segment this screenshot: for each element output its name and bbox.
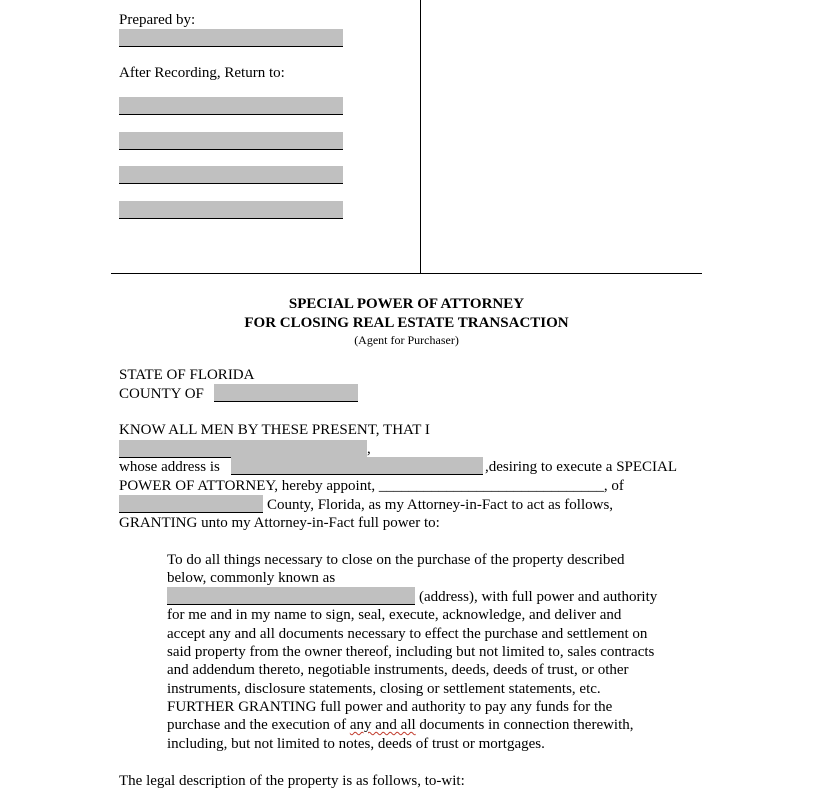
grantor-address-field[interactable] [231, 457, 483, 475]
indent-line-10-end: documents in connection therewith, [415, 717, 634, 733]
county-field[interactable] [214, 384, 358, 402]
granting-line: GRANTING unto my Attorney-in-Fact full power to: [119, 515, 440, 531]
indent-line-7: and addendum thereto, negotiable instruments, deeds, deeds of trust, or other [167, 662, 629, 678]
header-vertical-divider [420, 0, 421, 274]
grantor-name-field[interactable] [119, 440, 367, 458]
indent-line-2: below, commonly known as [167, 570, 336, 586]
address-label: whose address is [119, 459, 220, 475]
legal-description-line: The legal description of the property is as follows, to-wit: [119, 773, 465, 789]
return-to-field-3[interactable] [119, 166, 343, 184]
know-all-men-line: KNOW ALL MEN BY THESE PRESENT, THAT I [119, 422, 430, 438]
document-title: SPECIAL POWER OF ATTORNEY [288, 296, 525, 312]
spellcheck-flagged-text: any and all [349, 717, 416, 733]
indent-line-1: To do all things necessary to close on the purchase of the property described [167, 552, 625, 568]
county-label: COUNTY OF [119, 386, 204, 402]
indent-line-11: including, but not limited to notes, deeds of trust or mortgages. [167, 736, 545, 752]
indent-line-10 [167, 716, 634, 734]
address-suffix: ,desiring to execute a SPECIAL [485, 459, 678, 475]
indent-line-4: for me and in my name to sign, seal, execute, acknowledge, and deliver and [167, 607, 622, 623]
property-address-field[interactable] [167, 587, 415, 605]
indent-line-10-start: purchase and the execution of [167, 717, 350, 733]
prepared-by-label: Prepared by: [119, 12, 196, 28]
indent-line-9: FURTHER GRANTING full power and authority to pay any funds for the [167, 699, 613, 715]
indent-line-3: (address), with full power and authority [419, 589, 658, 605]
after-recording-label: After Recording, Return to: [119, 65, 285, 81]
attorney-county-field[interactable] [119, 495, 263, 513]
return-to-field-1[interactable] [119, 97, 343, 115]
state-line: STATE OF FLORIDA [119, 367, 255, 383]
appoint-line: POWER OF ATTORNEY, hereby appoint, ______________________________, of [119, 478, 624, 494]
indent-line-5: accept any and all documents necessary to effect the purchase and settlement on [167, 626, 648, 642]
document-subtitle: (Agent for Purchaser) [354, 333, 459, 347]
grantor-comma: , [367, 441, 371, 457]
prepared-by-field[interactable] [119, 29, 343, 47]
county-florida-line: County, Florida, as my Attorney-in-Fact to act as follows, [267, 497, 614, 513]
header-horizontal-divider [111, 273, 702, 274]
return-to-field-2[interactable] [119, 132, 343, 150]
document-title-line2: FOR CLOSING REAL ESTATE TRANSACTION [244, 315, 569, 331]
return-to-field-4[interactable] [119, 201, 343, 219]
indent-line-8: instruments, disclosure statements, closing or settlement statements, etc. [167, 681, 601, 697]
indent-line-6: said property from the owner thereof, including but not limited to, sales contracts [167, 644, 655, 660]
